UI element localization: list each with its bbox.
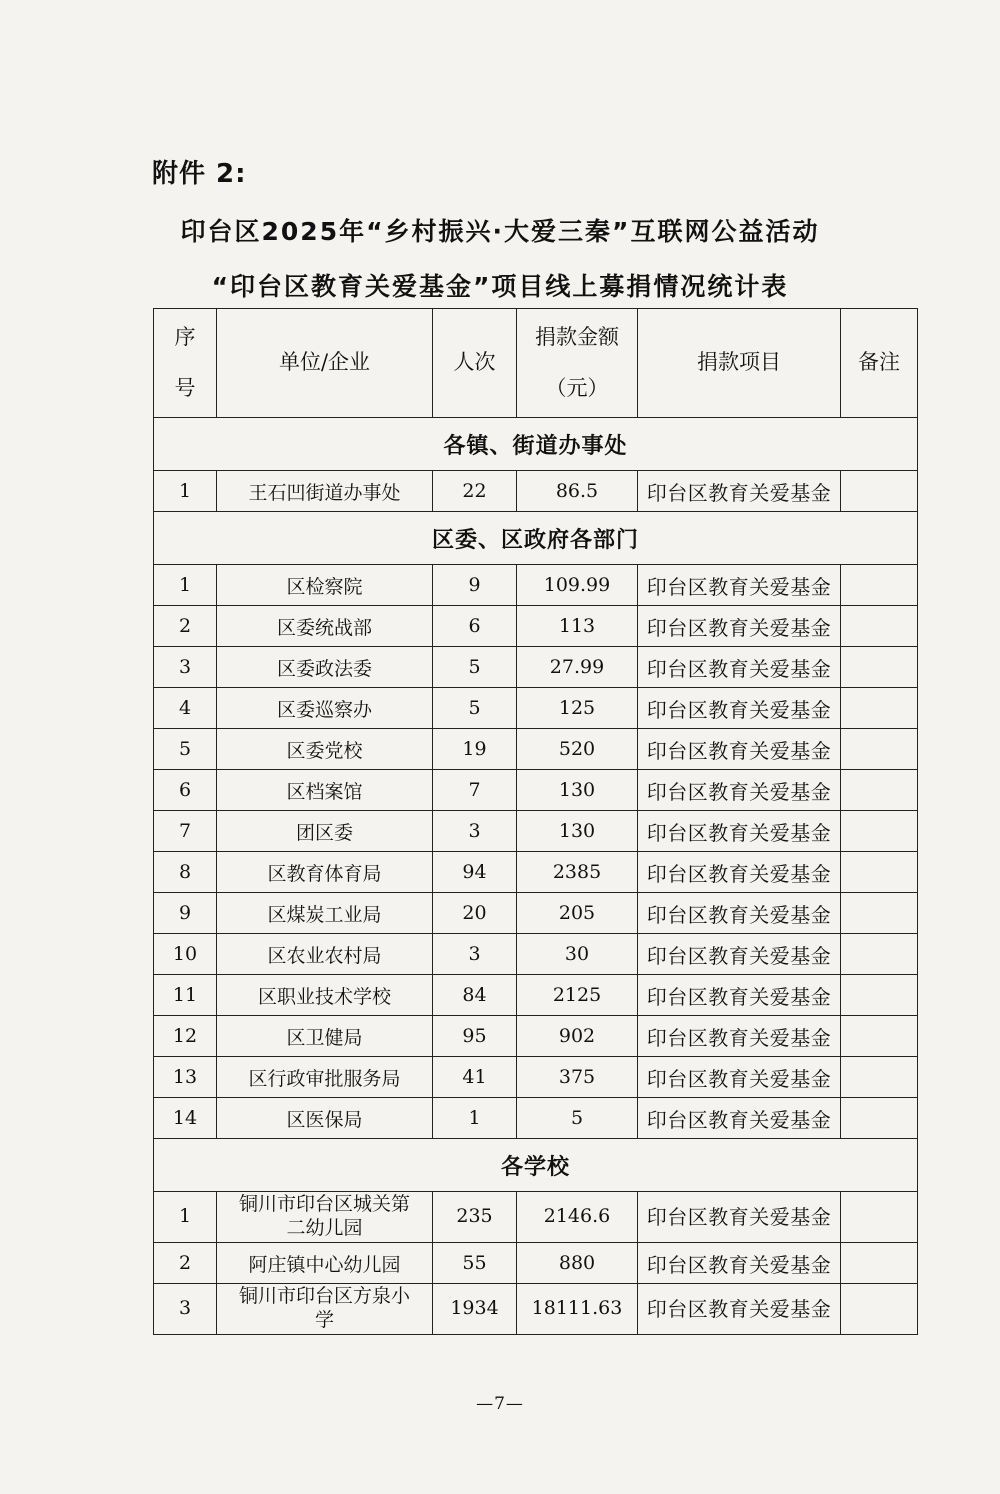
- cell-seq: 3: [154, 647, 217, 688]
- cell-project: 印台区教育关爱基金: [638, 606, 841, 647]
- table-row: [154, 1243, 918, 1284]
- table-row: [154, 565, 918, 606]
- table-row: [154, 1284, 918, 1335]
- cell-amount: 880: [517, 1243, 638, 1284]
- cell-amount: 109.99: [517, 565, 638, 606]
- cell-count: 1934: [433, 1284, 517, 1335]
- cell-unit: 区职业技术学校: [217, 975, 433, 1016]
- cell-unit: 区教育体育局: [217, 852, 433, 893]
- cell-project: 印台区教育关爱基金: [638, 934, 841, 975]
- document-title-line-2: “印台区教育关爱基金”项目线上募捐情况统计表: [211, 272, 789, 301]
- cell-seq: 9: [154, 893, 217, 934]
- cell-unit: 区卫健局: [217, 1016, 433, 1057]
- cell-unit: 区委巡察办: [217, 688, 433, 729]
- cell-count: 84: [433, 975, 517, 1016]
- table-row: [154, 1192, 918, 1243]
- header-count: 人次: [433, 309, 517, 418]
- cell-seq: 10: [154, 934, 217, 975]
- table-row: [154, 1098, 918, 1139]
- table-row: [154, 647, 918, 688]
- document-title-line-1: 印台区2025年“乡村振兴·大爱三秦”互联网公益活动: [180, 217, 820, 246]
- cell-unit: 区医保局: [217, 1098, 433, 1139]
- header-seq-text: 序 号: [174, 324, 196, 400]
- header-amount-text: 捐款金额 （元）: [535, 324, 619, 400]
- group-header-row: [154, 512, 918, 565]
- cell-note: [841, 1192, 918, 1243]
- cell-count: 9: [433, 565, 517, 606]
- table-row: [154, 1016, 918, 1057]
- group-header-row: [154, 1139, 918, 1192]
- cell-project: 印台区教育关爱基金: [638, 688, 841, 729]
- cell-unit: 区行政审批服务局: [217, 1057, 433, 1098]
- cell-unit: 区检察院: [217, 565, 433, 606]
- cell-amount: 130: [517, 770, 638, 811]
- cell-unit: 铜川市印台区城关第 二幼儿园: [217, 1192, 433, 1243]
- cell-count: 20: [433, 893, 517, 934]
- header-project: 捐款项目: [638, 309, 841, 418]
- table-row: [154, 606, 918, 647]
- cell-unit: 区委党校: [217, 729, 433, 770]
- cell-amount: 27.99: [517, 647, 638, 688]
- table-row: [154, 1057, 918, 1098]
- group-header-row: [154, 418, 918, 471]
- donation-statistics-table: [153, 308, 918, 1335]
- cell-note: [841, 647, 918, 688]
- group-title: 区委、区政府各部门: [154, 512, 918, 565]
- cell-project: 印台区教育关爱基金: [638, 975, 841, 1016]
- cell-seq: 11: [154, 975, 217, 1016]
- cell-unit: 区档案馆: [217, 770, 433, 811]
- cell-project: 印台区教育关爱基金: [638, 852, 841, 893]
- cell-note: [841, 1243, 918, 1284]
- cell-amount: 18111.63: [517, 1284, 638, 1335]
- cell-seq: 5: [154, 729, 217, 770]
- cell-amount: 375: [517, 1057, 638, 1098]
- cell-amount: 30: [517, 934, 638, 975]
- cell-count: 3: [433, 934, 517, 975]
- cell-note: [841, 934, 918, 975]
- cell-amount: 205: [517, 893, 638, 934]
- cell-count: 6: [433, 606, 517, 647]
- group-title: 各学校: [154, 1139, 918, 1192]
- cell-project: 印台区教育关爱基金: [638, 1284, 841, 1335]
- cell-project: 印台区教育关爱基金: [638, 647, 841, 688]
- cell-project: 印台区教育关爱基金: [638, 893, 841, 934]
- cell-amount: 113: [517, 606, 638, 647]
- cell-project: 印台区教育关爱基金: [638, 471, 841, 512]
- cell-note: [841, 975, 918, 1016]
- cell-seq: 12: [154, 1016, 217, 1057]
- cell-seq: 4: [154, 688, 217, 729]
- cell-note: [841, 471, 918, 512]
- cell-amount: 902: [517, 1016, 638, 1057]
- cell-amount: 520: [517, 729, 638, 770]
- cell-amount: 130: [517, 811, 638, 852]
- cell-note: [841, 852, 918, 893]
- table-row: [154, 471, 918, 512]
- header-amount: [517, 309, 638, 418]
- cell-count: 95: [433, 1016, 517, 1057]
- cell-seq: 13: [154, 1057, 217, 1098]
- cell-note: [841, 688, 918, 729]
- cell-note: [841, 811, 918, 852]
- cell-project: 印台区教育关爱基金: [638, 1057, 841, 1098]
- cell-count: 235: [433, 1192, 517, 1243]
- cell-project: 印台区教育关爱基金: [638, 1016, 841, 1057]
- table-row: [154, 934, 918, 975]
- cell-seq: 14: [154, 1098, 217, 1139]
- cell-unit: 铜川市印台区方泉小 学: [217, 1284, 433, 1335]
- cell-project: 印台区教育关爱基金: [638, 811, 841, 852]
- cell-amount: 2146.6: [517, 1192, 638, 1243]
- table-row: [154, 852, 918, 893]
- cell-amount: 125: [517, 688, 638, 729]
- cell-count: 7: [433, 770, 517, 811]
- cell-note: [841, 770, 918, 811]
- cell-amount: 5: [517, 1098, 638, 1139]
- cell-count: 94: [433, 852, 517, 893]
- cell-count: 22: [433, 471, 517, 512]
- table-row: [154, 770, 918, 811]
- cell-seq: 2: [154, 1243, 217, 1284]
- cell-count: 55: [433, 1243, 517, 1284]
- cell-amount: 2125: [517, 975, 638, 1016]
- cell-count: 3: [433, 811, 517, 852]
- cell-unit: 区委政法委: [217, 647, 433, 688]
- cell-unit: 区煤炭工业局: [217, 893, 433, 934]
- cell-project: 印台区教育关爱基金: [638, 770, 841, 811]
- cell-seq: 7: [154, 811, 217, 852]
- cell-unit: 区农业农村局: [217, 934, 433, 975]
- cell-project: 印台区教育关爱基金: [638, 1098, 841, 1139]
- cell-unit: 团区委: [217, 811, 433, 852]
- annex-label: 附件 2:: [152, 159, 247, 189]
- table-row: [154, 893, 918, 934]
- cell-seq: 2: [154, 606, 217, 647]
- table-header-row: [154, 309, 918, 418]
- cell-count: 5: [433, 647, 517, 688]
- cell-seq: 3: [154, 1284, 217, 1335]
- group-title: 各镇、街道办事处: [154, 418, 918, 471]
- cell-note: [841, 1057, 918, 1098]
- cell-note: [841, 1284, 918, 1335]
- cell-seq: 1: [154, 1192, 217, 1243]
- table-row: [154, 729, 918, 770]
- cell-unit: 区委统战部: [217, 606, 433, 647]
- cell-project: 印台区教育关爱基金: [638, 565, 841, 606]
- cell-project: 印台区教育关爱基金: [638, 729, 841, 770]
- cell-note: [841, 893, 918, 934]
- cell-seq: 6: [154, 770, 217, 811]
- cell-note: [841, 606, 918, 647]
- cell-amount: 2385: [517, 852, 638, 893]
- cell-count: 1: [433, 1098, 517, 1139]
- cell-note: [841, 1098, 918, 1139]
- page-number: —7—: [476, 1394, 524, 1414]
- header-unit: 单位/企业: [217, 309, 433, 418]
- cell-note: [841, 729, 918, 770]
- cell-count: 41: [433, 1057, 517, 1098]
- header-note: 备注: [841, 309, 918, 418]
- cell-amount: 86.5: [517, 471, 638, 512]
- cell-project: 印台区教育关爱基金: [638, 1192, 841, 1243]
- cell-note: [841, 565, 918, 606]
- cell-seq: 8: [154, 852, 217, 893]
- cell-seq: 1: [154, 565, 217, 606]
- cell-unit: 王石凹街道办事处: [217, 471, 433, 512]
- cell-seq: 1: [154, 471, 217, 512]
- cell-unit: 阿庄镇中心幼儿园: [217, 1243, 433, 1284]
- cell-note: [841, 1016, 918, 1057]
- cell-count: 5: [433, 688, 517, 729]
- header-seq: [154, 309, 217, 418]
- cell-project: 印台区教育关爱基金: [638, 1243, 841, 1284]
- table-row: [154, 688, 918, 729]
- table-row: [154, 975, 918, 1016]
- cell-count: 19: [433, 729, 517, 770]
- table-row: [154, 811, 918, 852]
